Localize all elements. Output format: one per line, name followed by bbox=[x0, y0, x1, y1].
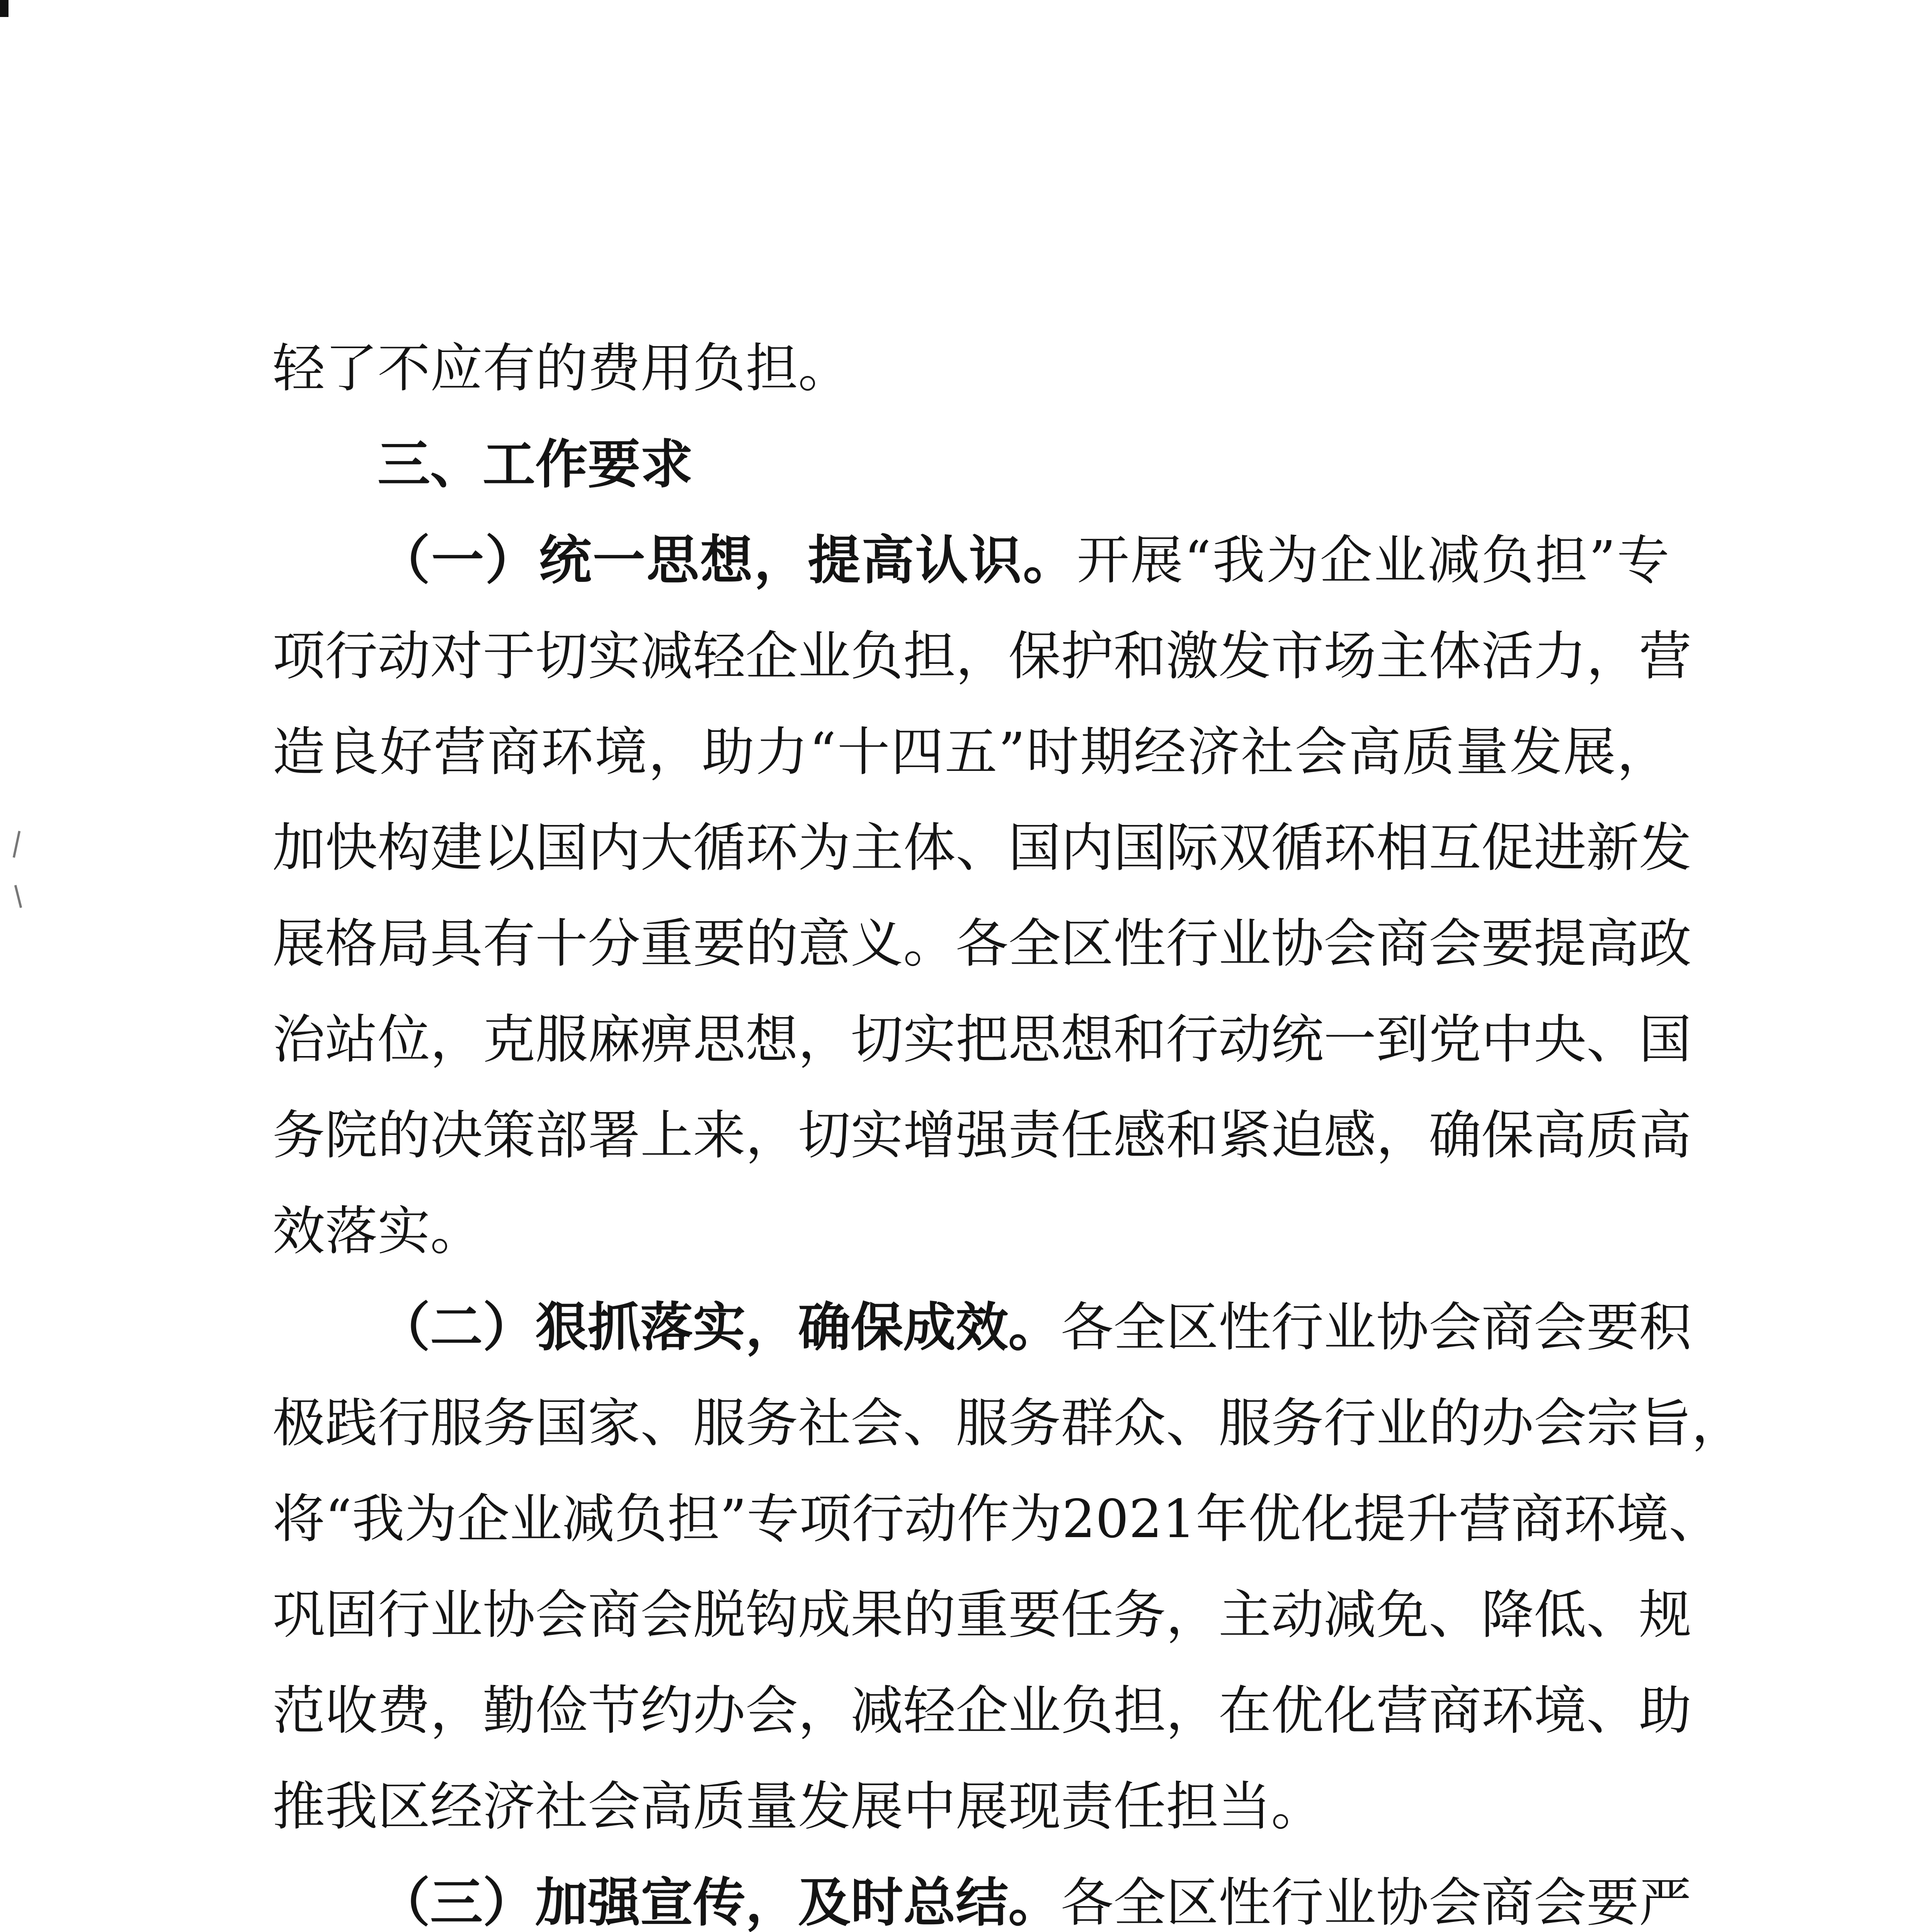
paragraph-line: 巩固行业协会商会脱钩成果的重要任务，主动减免、降低、规 bbox=[272, 1585, 1691, 1646]
paragraph-line: 加快构建以国内大循环为主体、国内国际双循环相互促进新发 bbox=[272, 818, 1691, 879]
paragraph-line: 项行动对于切实减轻企业负担，保护和激发市场主体活力，营 bbox=[272, 626, 1691, 687]
scan-artifact bbox=[14, 885, 22, 908]
paragraph-line bbox=[272, 1279, 1691, 1376]
item-heading: （一）统一思想，提高认识。 bbox=[378, 529, 1077, 591]
item-heading: （二）狠抓落实，确保成效。 bbox=[378, 1296, 1061, 1358]
paragraph-line: 范收费，勤俭节约办会，减轻企业负担，在优化营商环境、助 bbox=[272, 1680, 1691, 1742]
paragraph-line: 治站位，克服麻痹思想，切实把思想和行动统一到党中央、国 bbox=[272, 1009, 1691, 1070]
paragraph-line: 极践行服务国家、服务社会、服务群众、服务行业的办会宗旨， bbox=[272, 1393, 1744, 1454]
item-text: 开展“我为企业减负担”专 bbox=[1077, 530, 1669, 591]
paragraph-item-1 bbox=[272, 512, 1691, 1279]
item-text: 各全区性行业协会商会要严 bbox=[1061, 1872, 1691, 1932]
paragraph-line: 务院的决策部署上来，切实增强责任感和紧迫感，确保高质高 bbox=[272, 1105, 1691, 1166]
paragraph-line bbox=[272, 1855, 1691, 1932]
paragraph-line bbox=[272, 512, 1669, 609]
document-body bbox=[272, 321, 1744, 1932]
item-text: 各全区性行业协会商会要积 bbox=[1061, 1297, 1691, 1358]
scan-corner-mark bbox=[0, 0, 9, 17]
section-heading: 三、工作要求 bbox=[378, 434, 693, 495]
paragraph-line: 推我区经济社会高质量发展中展现责任担当。 bbox=[272, 1776, 1324, 1837]
paragraph-item-2 bbox=[272, 1279, 1744, 1855]
item-heading: （三）加强宣传，及时总结。 bbox=[378, 1872, 1061, 1932]
paragraph-line: 将“我为企业减负担”专项行动作为2021年优化提升营商环境、 bbox=[272, 1489, 1722, 1550]
scan-artifact bbox=[13, 831, 20, 858]
paragraph-line: 造良好营商环境，助力“十四五”时期经济社会高质量发展， bbox=[272, 722, 1669, 783]
paragraph-line: 效落实。 bbox=[272, 1201, 483, 1262]
opening-line: 轻了不应有的费用负担。 bbox=[272, 338, 851, 399]
paragraph-item-3 bbox=[272, 1855, 1691, 1932]
paragraph-line: 展格局具有十分重要的意义。各全区性行业协会商会要提高政 bbox=[272, 913, 1691, 975]
